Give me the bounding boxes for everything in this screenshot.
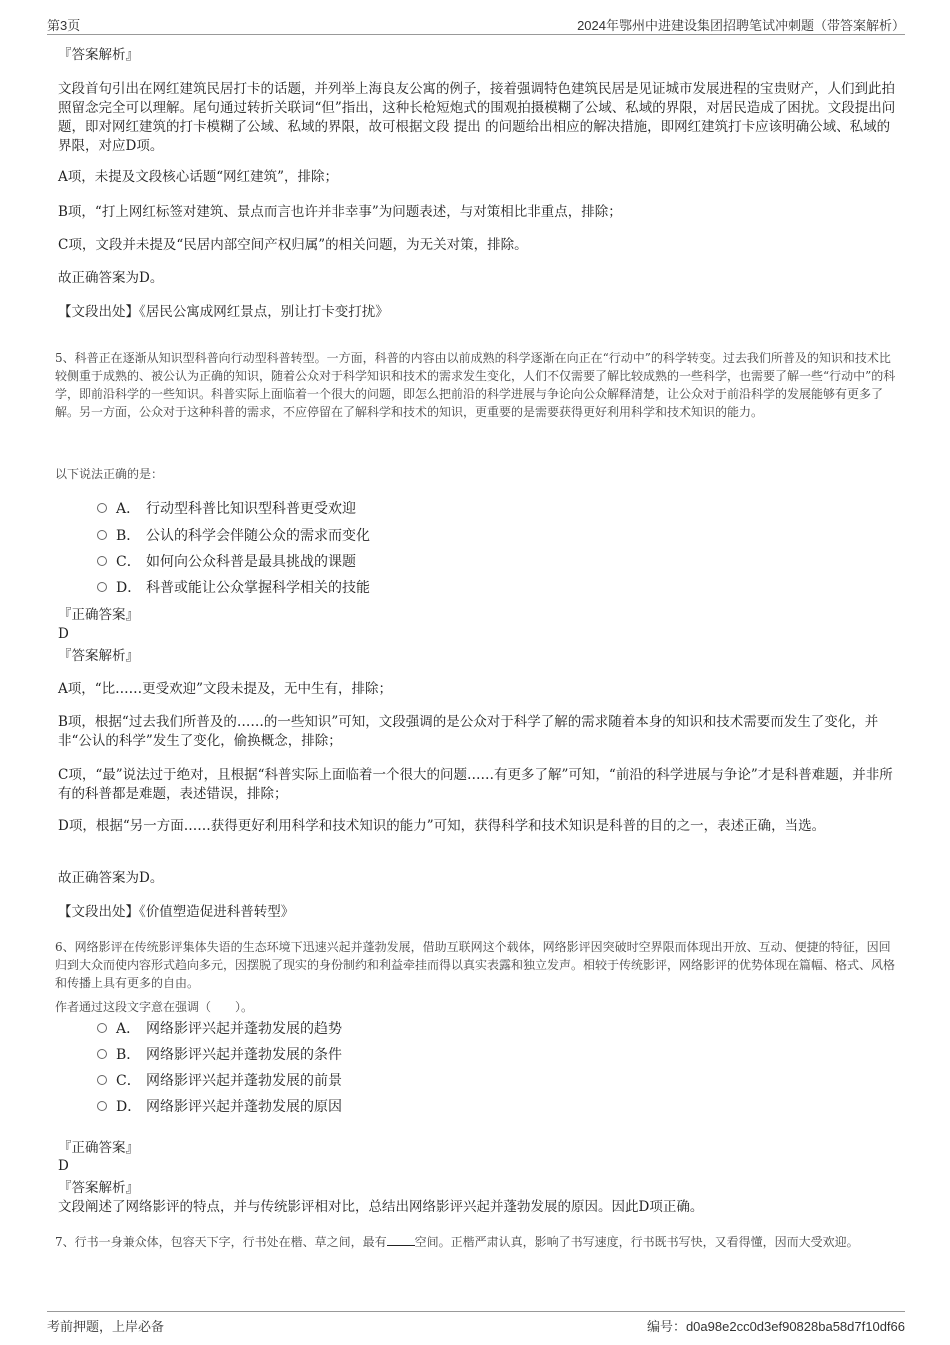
page-number: 第3页 (47, 18, 81, 33)
page-header (47, 14, 905, 35)
q6-answer: D (58, 1158, 69, 1174)
q7-stem: 7、行书一身兼众体，包容天下字，行书处在楷、草之间，最有 空间。正楷严肃认真，影响了书写速度，行书既书写快，又看得懂，因而大受欢迎。 (55, 1235, 859, 1249)
radio-icon[interactable] (97, 1023, 107, 1033)
q5-conclusion: 故正确答案为D。 (58, 870, 164, 886)
document-id: 编号：d0a98e2cc0d3ef90828ba58d7f10df66 (646, 1319, 905, 1334)
q4-analysis-b: B项，“打上网红标签对建筑、景点而言也许并非幸事”为问题表述，与对策相比非重点，排除； (58, 204, 622, 220)
radio-icon[interactable] (97, 556, 107, 566)
footer-slogan: 考前押题，上岸必备 (47, 1319, 165, 1334)
q5-answer-heading: 『正确答案』 (58, 607, 139, 623)
q5-analysis-heading: 『答案解析』 (58, 648, 139, 664)
q6-answer-heading: 『正确答案』 (58, 1140, 139, 1156)
q5-prompt: 以下说法正确的是： (55, 467, 164, 481)
q5-analysis-b: B项，根据“过去我们所普及的……的一些知识”可知，文段强调的是公众对于科学了解的需求随着本身的知识和技术需要而发生了变化，并非“公认的科学”发生了变化，偷换概念，排除； (58, 714, 879, 749)
q6-option-d[interactable]: D． 网络影评兴起并蓬勃发展的原因 (97, 1097, 342, 1117)
document-title: 2024年鄂州中进建设集团招聘笔试冲刺题（带答案解析） (577, 18, 905, 33)
q4-analysis-c: C项，文段并未提及“民居内部空间产权归属”的相关问题，为无关对策，排除。 (58, 237, 528, 253)
q5-analysis-c: C项，“最”说法过于绝对，且根据“科普实际上面临着一个很大的问题……有更多了解”可知，“前沿的科学进展与争论”才是科普难题，并非所有的科普都是难题，表述错误，排除； (58, 767, 893, 802)
q6-analysis-heading: 『答案解析』 (58, 1180, 139, 1196)
q5-option-c[interactable]: C． 如何向公众科普是最具挑战的课题 (97, 552, 356, 572)
q5-option-b[interactable]: B． 公认的科学会伴随公众的需求而变化 (97, 526, 370, 546)
q5-stem: 5、科普正在逐渐从知识型科普向行动型科普转型。一方面，科普的内容由以前成熟的科学逐渐在向正在“行动中”的科学转变。过去我们所普及的知识和技术比较侧重于成熟的、被公认为正确的知识，随着公众对于科学知识和技术的需求发生变化，人们不仅需要了解比较成熟的一些科学，也需要了解一些“行动中”的科学，即前沿科学的一些知识。科普实际上面临着一个很大的问题，即怎么把前沿的科学进展与争论向公众解释清楚，让公众对于前沿科学的发展能够有更多了解。另一方面，公众对于这种科普的需求，不应停留在了解科学和技术的知识，更重要的是需要获得更好利用科学和技术知识的能力。 (55, 351, 896, 419)
q4-analysis-body: 文段首句引出在网红建筑民居打卡的话题，并列举上海良友公寓的例子，接着强调特色建筑民居是见证城市发展进程的宝贵财产，人们到此拍照留念完全可以理解。尾句通过转折关联词“但”指出，这种长枪短炮式的围观拍摄模糊了公域、私域的界限，对居民造成了困扰。文段提出问题，即对网红建筑的打卡模糊了公域、私域的界限，故可根据文段 提出 的问题给出相应的解决措施，即网红建筑打卡应该明确公域、私域的界限，对应D项。 (58, 81, 896, 154)
q5-source: 【文段出处】《价值塑造促进科普转型》 (58, 904, 295, 920)
q5-option-a[interactable]: A． 行动型科普比知识型科普更受欢迎 (97, 499, 356, 519)
q6-option-b[interactable]: B． 网络影评兴起并蓬勃发展的条件 (97, 1045, 342, 1065)
q5-option-d[interactable]: D． 科普或能让公众掌握科学相关的技能 (97, 578, 370, 598)
q6-prompt: 作者通过这段文字意在强调（ ）。 (55, 1000, 254, 1014)
q6-option-a[interactable]: A． 网络影评兴起并蓬勃发展的趋势 (97, 1019, 342, 1039)
radio-icon[interactable] (97, 582, 107, 592)
q6-option-c[interactable]: C． 网络影评兴起并蓬勃发展的前景 (97, 1071, 342, 1091)
q5-analysis-a: A项，“比……更受欢迎”文段未提及，无中生有，排除； (58, 681, 393, 697)
q6-stem: 6、网络影评在传统影评集体失语的生态环境下迅速兴起并蓬勃发展，借助互联网这个载体，网络影评因突破时空界限而体现出开放、互动、便捷的特征，因回归到大众而使内容形式趋向多元，因摆脱了现实的身份制约和利益牵挂而得以真实表露和独立发声。相较于传统影评，网络影评的优势体现在篇幅、格式、风格和传播上具有更多的自由。 (55, 940, 896, 990)
q4-analysis-heading: 『答案解析』 (58, 47, 139, 63)
q4-analysis-a: A项，未提及文段核心话题“网红建筑”，排除； (58, 169, 339, 185)
radio-icon[interactable] (97, 503, 107, 513)
q4-source: 【文段出处】《居民公寓成网红景点，别让打卡变打扰》 (58, 304, 389, 320)
radio-icon[interactable] (97, 1049, 107, 1059)
page-footer (47, 1311, 905, 1336)
radio-icon[interactable] (97, 530, 107, 540)
radio-icon[interactable] (97, 1101, 107, 1111)
q4-conclusion: 故正确答案为D。 (58, 270, 164, 286)
q6-analysis-body: 文段阐述了网络影评的特点，并与传统影评相对比，总结出网络影评兴起并蓬勃发展的原因。因此D项正确。 (58, 1199, 704, 1215)
radio-icon[interactable] (97, 1075, 107, 1085)
q5-analysis-d: D项，根据“另一方面……获得更好利用科学和技术知识的能力”可知，获得科学和技术知识是科普的目的之一，表述正确，当选。 (58, 818, 826, 834)
fill-in-blank[interactable] (387, 1245, 415, 1246)
q5-answer: D (58, 626, 69, 642)
